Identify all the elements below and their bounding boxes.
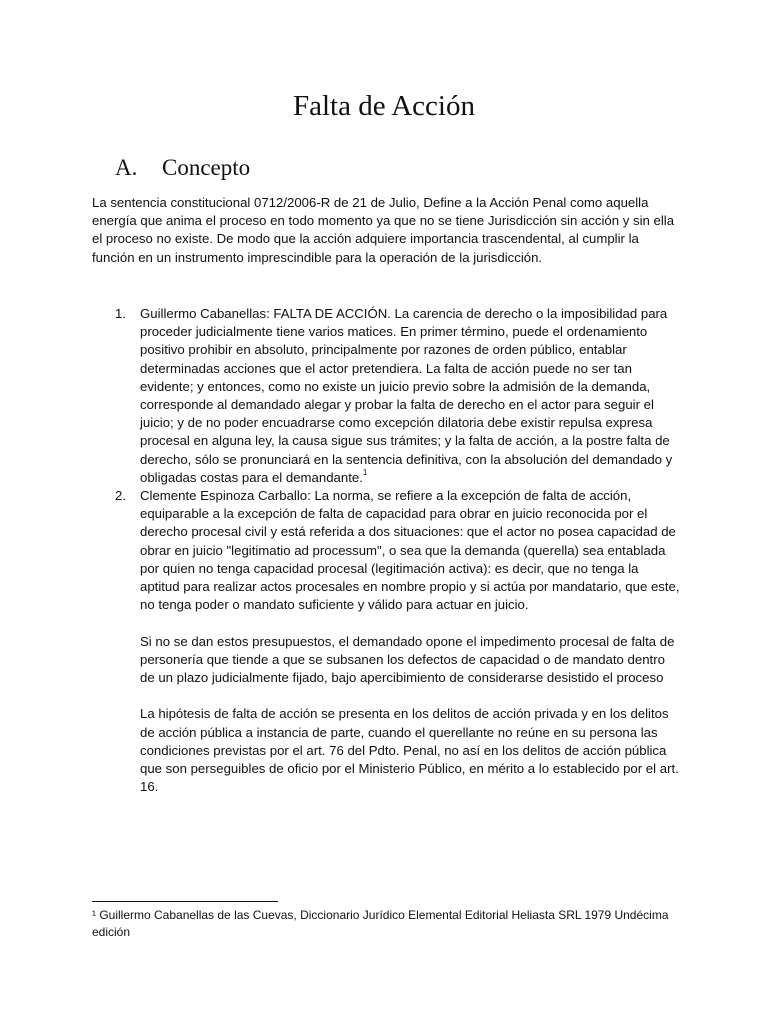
footnote-divider <box>92 901 278 902</box>
section-heading <box>115 153 250 183</box>
list-item-paragraph <box>140 305 680 487</box>
section-letter: A. <box>115 155 138 180</box>
section-heading-text: Concepto <box>162 155 251 180</box>
list-item <box>92 487 692 796</box>
list-item-number: 1. <box>115 306 126 321</box>
footnote-text: ¹ Guillermo Cabanellas de las Cuevas, Diccionario Jurídico Elemental Editorial Heliasta SRL 1979 Undécima edición <box>92 908 669 939</box>
list-item-paragraph: Clemente Espinoza Carballo: La norma, se refiere a la excepción de falta de acción, equiparable a la excepción de falta de capacidad para obrar en juicio reconocida por el derecho procesal civil y está referida a dos situaciones: que el actor no posea capacidad de obrar en juicio "legitimatio ad processum", o sea que la demanda (querella) sea entablada por quien no tenga capacidad procesal (legitimación activa): es decir, que no tenga la aptitud para realizar actos procesales en nombre propio y si actúa por mandatario, que este, no tenga poder o mandato suficiente y válido para actuar en juicio. <box>140 488 680 613</box>
footnote-reference: 1 <box>362 467 368 477</box>
list-item-text: Guillermo Cabanellas: FALTA DE ACCIÓN. La carencia de derecho o la imposibilidad para proceder judicialmente tiene varios matices. En primer término, puede el ordenamiento positivo prohibir en absoluto, principalmente por razones de orden público, entablar determinadas acciones que el actor pretendiera. La falta de acción puede no ser tan evidente; y entonces, como no existe un juicio previo sobre la admisión de la demanda, corresponde al demandado alegar y probar la falta de derecho en el actor para seguir el juicio; y de no poder encuadrarse como excepción dilatoria debe existir repulsa expresa procesal en alguna ley, la causa sigue sus trámites; y la falta de acción, a la postre falta de derecho, sólo se pronunciará en la sentencia definitiva, con la absolución del demandado y obligadas costas para el demandante. <box>140 306 673 485</box>
document-title: Falta de Acción <box>292 90 475 122</box>
intro-paragraph: La sentencia constitucional 0712/2006-R de 21 de Julio, Define a la Acción Penal como aquella energía que anima el proceso en todo momento ya que no se tiene Jurisdicción sin acción y sin ella el proceso no existe. De modo que la acción adquiere importancia trascendental, al cumplir la función en un instrumento imprescindible para la operación de la jurisdicción. <box>92 195 675 265</box>
list-item-number: 2. <box>115 488 126 504</box>
list-item-paragraph: La hipótesis de falta de acción se presenta en los delitos de acción privada y en los delitos de acción pública a instancia de parte, cuando el querellante no reúne en su persona las condiciones previstas por el art. 76 del Pdto. Penal, no así en los delitos de acción pública que son perseguibles de oficio por el Ministerio Público, en mérito a lo establecido por el art. 16. <box>140 706 679 795</box>
numbered-list <box>92 305 692 796</box>
list-item-paragraph: Si no se dan estos presupuestos, el demandado opone el impedimento procesal de falta de personería que tiende a que se subsanen los defectos de capacidad o de mandato dentro de un plazo judicialmente fijado, bajo apercibimiento de considerarse desistido el proceso <box>140 633 675 686</box>
list-item <box>92 305 692 487</box>
